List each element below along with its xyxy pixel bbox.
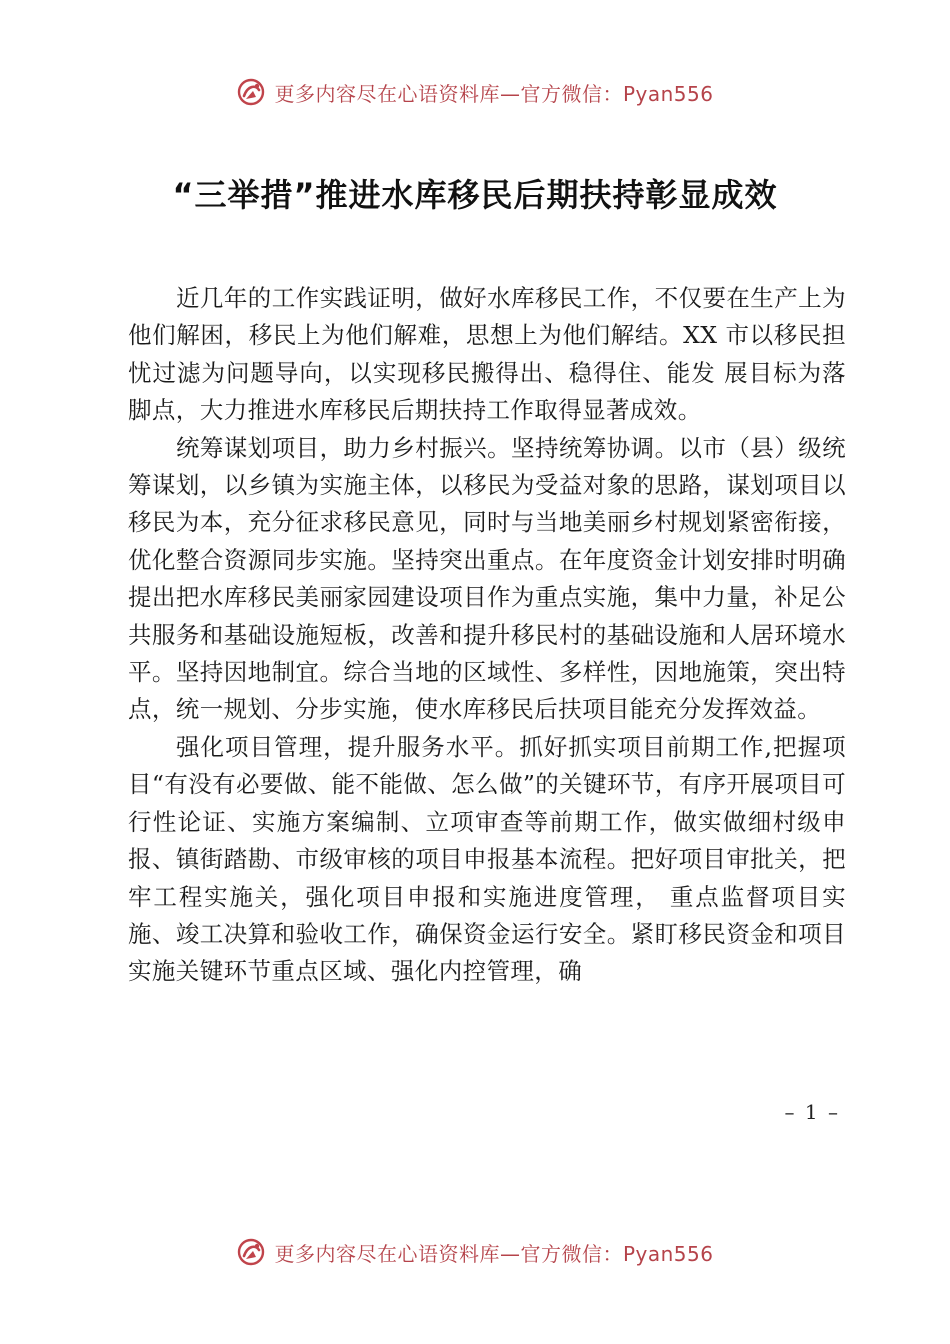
watermark-footer xyxy=(0,1232,950,1272)
brand-logo-icon xyxy=(236,1237,266,1267)
document-title: “三举措”推进水库移民后期扶持彰显成效 xyxy=(172,176,778,214)
paragraph-planning: 统筹谋划项目，助力乡村振兴。坚持统筹协调。以市（县）级统筹谋划，以乡镇为实施主体，以移民为受益对象的思路，谋划项目以移民为本，充分征求移民意见，同时与当地美丽乡村规划紧密衔接，优化整合资源同步实施。坚持突出重点。在年度资金计划安排时明确提出把水库移民美丽家园建设项目作为重点实施，集中力量，补足公共服务和基础设施短板，改善和提升移民村的基础设施和人居环境水平。坚持因地制宜。综合当地的区域性、多样性，因地施策，突出特点，统一规划、分步实施，使水库移民后扶项目能充分发挥效益。 xyxy=(128,433,846,724)
brand-logo-icon xyxy=(236,77,266,107)
page-number: – 1 – xyxy=(784,1100,840,1124)
paragraph-intro: 近几年的工作实践证明，做好水库移民工作，不仅要在生产上为他们解困，移民上为他们解难，思想上为他们解结。XX 市以移民担忧过滤为问题导向，以实现移民搬得出、稳得住、能发 展目标为落脚点，大力推进水库移民后期扶持工作取得显著成效。 xyxy=(128,284,846,425)
watermark-header xyxy=(0,72,950,112)
paragraph-management: 强化项目管理，提升服务水平。抓好抓实项目前期工作,把握项目“有没有必要做、能不能做、怎么做”的关键环节，有序开展项目可行性论证、实施方案编制、立项审查等前期工作，做实做细村级申报、镇街踏勘、市级审核的项目申报基本流程。把好项目审批关，把牢工程实施关，强化项目申报和实施进度管理， 重点监督项目实施、竣工决算和验收工作，确保资金运行安全。紧盯移民资金和项目实施关键环节重点区域、强化内控管理，确 xyxy=(128,732,846,986)
watermark-text: 更多内容尽在心语资料库—官方微信：Pyan556 xyxy=(274,1241,714,1266)
document-body xyxy=(128,280,846,991)
watermark-text: 更多内容尽在心语资料库—官方微信：Pyan556 xyxy=(274,81,714,106)
